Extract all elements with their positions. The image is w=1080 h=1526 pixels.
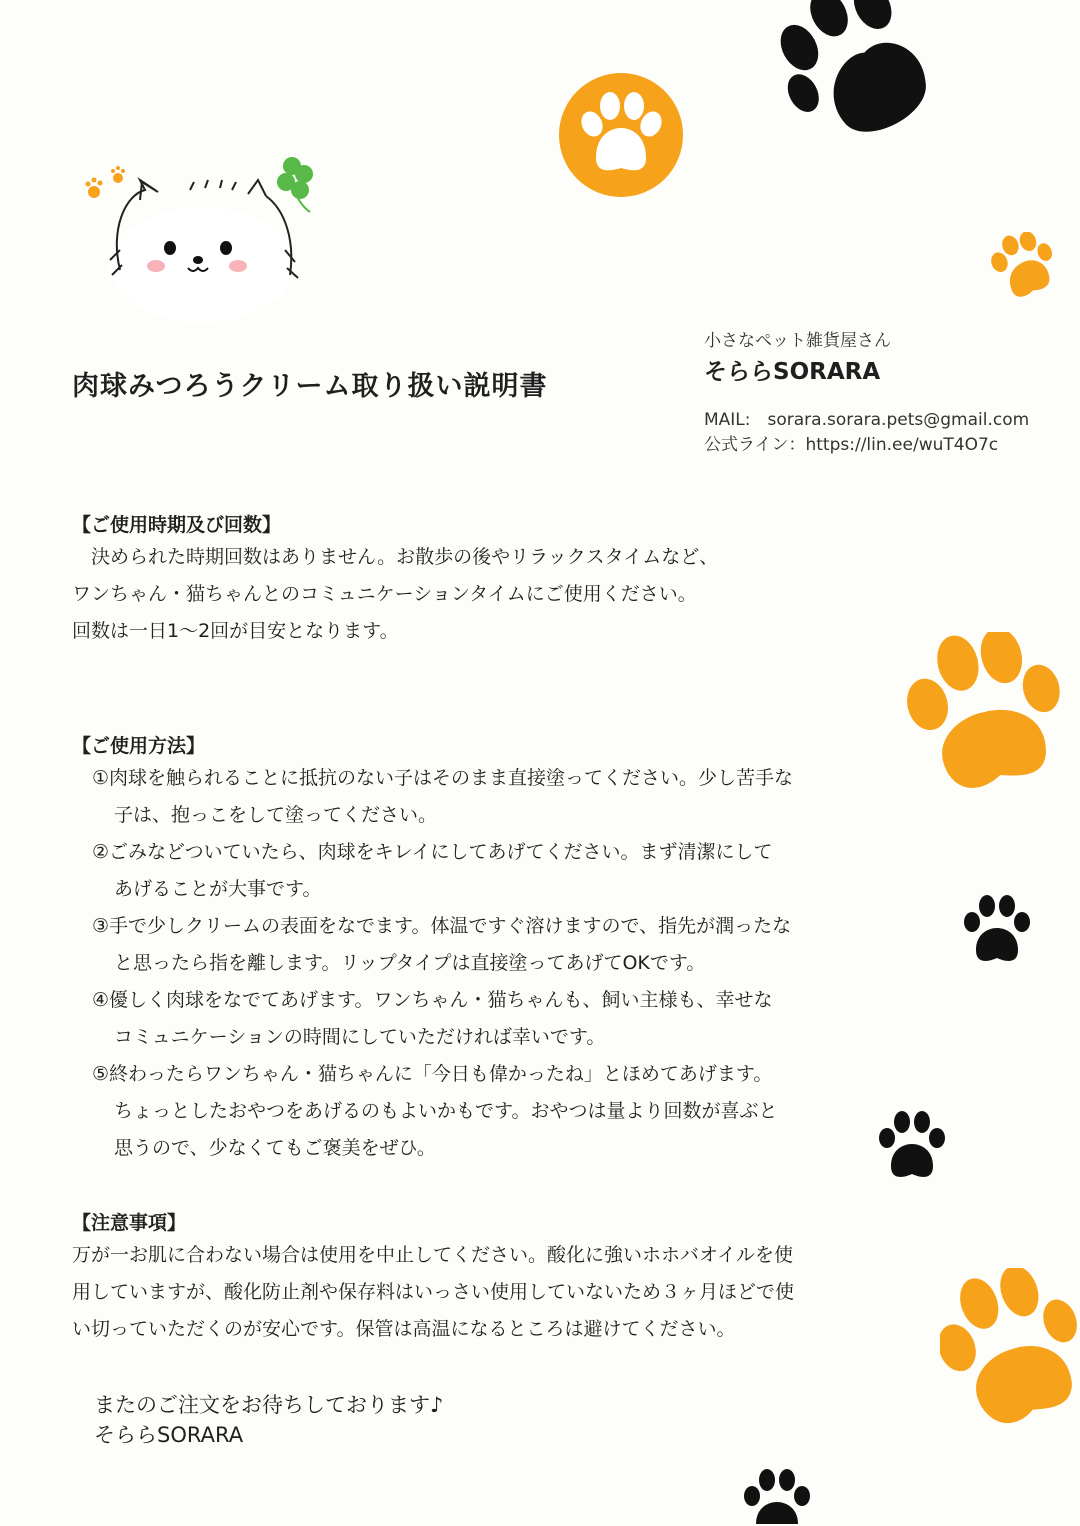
text-line: 用していますが、酸化防止剤や保存料はいっさい使用していないため３ヶ月ほどで使 [72, 1281, 795, 1303]
section-caution [72, 1208, 794, 1348]
paw-print-icon [905, 632, 1065, 804]
paw-badge-icon [558, 72, 684, 198]
contact-info [704, 408, 1029, 458]
step-line: ③手で少しクリームの表面をなでます。体温ですぐ溶けますので、指先が潤ったな [92, 915, 792, 937]
section-heading: 【ご使用方法】 [72, 735, 206, 757]
section-usage [72, 731, 793, 1167]
text-line: 回数は一日1〜2回が目安となります。 [72, 620, 399, 642]
usage-step [92, 908, 793, 982]
usage-step [92, 760, 793, 834]
usage-step [92, 1056, 793, 1167]
text-line: 決められた時期回数はありません。お散歩の後やリラックスタイムなど、 [72, 546, 719, 568]
document-title: 肉球みつろうクリーム取り扱い説明書 [72, 371, 548, 402]
closing-signature: そららSORARA [94, 1423, 244, 1447]
text-line: 万が一お肌に合わない場合は使用を中止してください。酸化に強いホホバオイルを使 [72, 1244, 794, 1266]
step-line: あげることが大事です。 [114, 878, 322, 900]
paw-print-icon [740, 1466, 814, 1526]
closing-message: またのご注文をお待ちしております♪ [94, 1393, 444, 1417]
shop-name: そららSORARA [704, 359, 881, 385]
step-line: ⑤終わったらワンちゃん・猫ちゃんに「今日も偉かったね」とほめてあげます。 [92, 1063, 773, 1085]
paw-print-icon [875, 1108, 949, 1184]
usage-step [92, 982, 793, 1056]
paw-print-icon [988, 232, 1062, 310]
section-body [72, 539, 718, 650]
paw-print-icon [780, 0, 950, 150]
shop-subtitle: 小さなペット雑貨屋さん [704, 331, 891, 351]
contact-line: 公式ライン：https://lin.ee/wuT4O7c [704, 435, 999, 455]
closing [94, 1390, 443, 1450]
step-line: と思ったら指を離します。リップタイプは直接塗ってあげてOKです。 [114, 952, 706, 974]
step-line: ちょっとしたおやつをあげるのもよいかもです。おやつは量より回数が喜ぶと [114, 1100, 778, 1122]
step-line: 思うので、少なくてもご褒美をぜひ。 [114, 1137, 436, 1159]
dog-illustration-icon [80, 150, 320, 330]
shop-info [704, 326, 891, 386]
usage-steps [72, 760, 793, 1167]
paw-print-icon [940, 1268, 1080, 1438]
step-line: ②ごみなどついていたら、肉球をキレイにしてあげてください。まず清潔にして [92, 841, 773, 863]
step-line: 子は、抱っこをして塗ってください。 [114, 804, 438, 826]
section-body [72, 1237, 794, 1348]
section-timing [72, 510, 718, 650]
contact-mail: MAIL: sorara.sorara.pets@gmail.com [704, 410, 1030, 430]
step-line: ④優しく肉球をなでてあげます。ワンちゃん・猫ちゃんも、飼い主様も、幸せな [92, 989, 773, 1011]
section-heading: 【ご使用時期及び回数】 [72, 514, 282, 536]
usage-step [92, 834, 793, 908]
paw-print-icon [960, 892, 1034, 968]
step-line: コミュニケーションの時間にしていただければ幸いです。 [114, 1026, 606, 1048]
step-line: ①肉球を触られることに抵抗のない子はそのまま直接塗ってください。少し苦手な [92, 767, 794, 789]
text-line: ワンちゃん・猫ちゃんとのコミュニケーションタイムにご使用ください。 [72, 583, 697, 605]
text-line: い切っていただくのが安心です。保管は高温になるところは避けてください。 [72, 1318, 736, 1340]
section-heading: 【注意事項】 [72, 1212, 187, 1234]
